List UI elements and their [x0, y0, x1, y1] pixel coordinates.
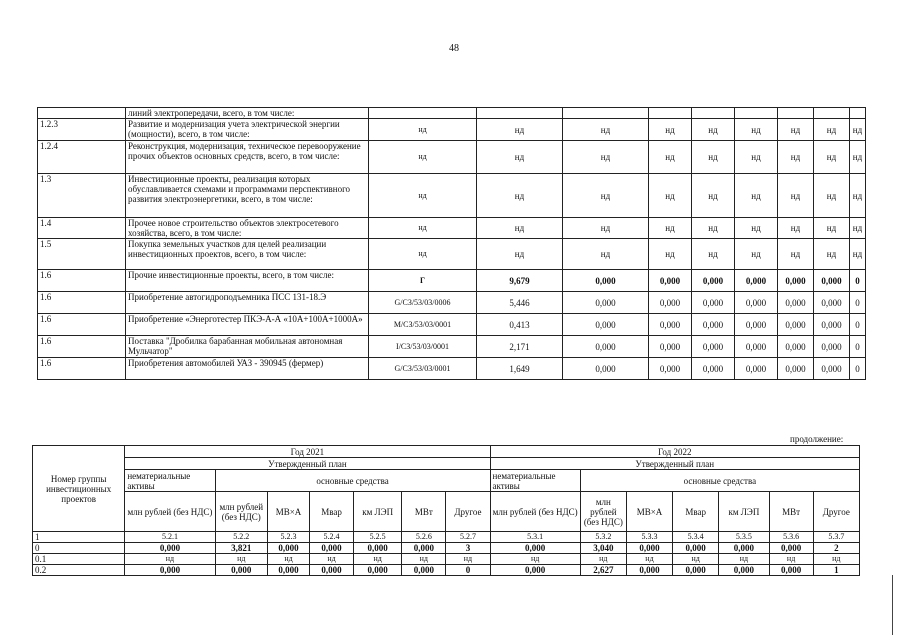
group-value: нд: [125, 554, 215, 565]
row-code: 1.6: [38, 336, 126, 358]
row-value: 0: [850, 358, 866, 380]
unit-header-2022: Другое: [813, 492, 859, 532]
group-value: 0,000: [490, 565, 580, 576]
group-value: 0,000: [125, 565, 215, 576]
group-value: 0,000: [354, 543, 402, 554]
group-value: 2,627: [580, 565, 626, 576]
row-name: Реконструкция, модернизация, техническое перевооружение прочих объектов основных средств, всего, в том числе:: [126, 141, 369, 174]
row-value: 0,000: [563, 358, 649, 380]
group-value: нд: [268, 554, 310, 565]
row-value: 0,000: [735, 270, 778, 292]
group-value: 3,040: [580, 543, 626, 554]
row-value: 0: [850, 336, 866, 358]
group-value: 0,000: [673, 543, 719, 554]
group-value: нд: [215, 554, 267, 565]
column-code: 5.2.6: [402, 532, 446, 543]
row-value: нд: [692, 239, 735, 270]
row-value: нд: [814, 218, 850, 239]
row-value: нд: [778, 119, 814, 141]
group-value: 0,000: [626, 565, 672, 576]
row-value: 0,000: [649, 358, 692, 380]
group-number: 0: [33, 543, 125, 554]
column-code: 5.3.7: [813, 532, 859, 543]
row-value: [735, 108, 778, 119]
row-value: 0,000: [563, 336, 649, 358]
row-value: нд: [563, 218, 649, 239]
intangible-2021: нематериальные активы: [125, 470, 215, 492]
row-value: 0,000: [778, 270, 814, 292]
row-value: нд: [563, 239, 649, 270]
row-value: нд: [477, 119, 563, 141]
row-value: 0,000: [692, 292, 735, 314]
group-value: нд: [719, 554, 769, 565]
column-code: 5.3.1: [490, 532, 580, 543]
row-value: нд: [692, 218, 735, 239]
unit-header-2022: млн рублей (без НДС): [490, 492, 580, 532]
row-value: нд: [563, 141, 649, 174]
row-value: 0,000: [563, 270, 649, 292]
column-code: 5.3.5: [719, 532, 769, 543]
row-value: нд: [563, 174, 649, 218]
row-id: Г: [369, 270, 477, 292]
row-name: Прочее новое строительство объектов электросетевого хозяйства, всего, в том числе:: [126, 218, 369, 239]
row-value: нд: [814, 141, 850, 174]
table-row: [33, 565, 860, 576]
column-code: 5.2.3: [268, 532, 310, 543]
row-value: нд: [735, 141, 778, 174]
row-value: нд: [649, 119, 692, 141]
row-value: 0,000: [563, 292, 649, 314]
row-value: [778, 108, 814, 119]
margin-line: [892, 575, 893, 635]
group-value: нд: [354, 554, 402, 565]
group-value: 0,000: [309, 543, 353, 554]
row-name: Приобретение автогидроподъемника ПСС 131-18.Э: [126, 292, 369, 314]
row-value: 0,000: [649, 270, 692, 292]
column-code: 5.3.2: [580, 532, 626, 543]
approved-plan-2022: Утвержденный план: [490, 458, 859, 470]
row-code: 1.2.3: [38, 119, 126, 141]
row-value: [477, 108, 563, 119]
row-value: 0,000: [692, 270, 735, 292]
row-value: нд: [692, 119, 735, 141]
group-value: 0,000: [268, 543, 310, 554]
column-code: 5.2.1: [125, 532, 215, 543]
row-value: 0,000: [735, 358, 778, 380]
group-value: 0,000: [719, 543, 769, 554]
table-row: [33, 554, 860, 565]
column-code: 5.2.4: [309, 532, 353, 543]
unit-header-2022: км ЛЭП: [719, 492, 769, 532]
row-value: нд: [692, 141, 735, 174]
group-value: 0,000: [719, 565, 769, 576]
row-value: 0,000: [778, 314, 814, 336]
row-value: 0,000: [778, 292, 814, 314]
row-value: 0,000: [649, 314, 692, 336]
row-value: нд: [649, 141, 692, 174]
approved-plan-2021: Утвержденный план: [125, 458, 490, 470]
table-row: [38, 119, 866, 141]
row-id: [369, 108, 477, 119]
row-id: нд: [369, 119, 477, 141]
row-value: 5,446: [477, 292, 563, 314]
row-code: 1.4: [38, 218, 126, 239]
row-value: 2,171: [477, 336, 563, 358]
group-value: нд: [769, 554, 813, 565]
group-value: нд: [490, 554, 580, 565]
row-value: нд: [477, 218, 563, 239]
group-value: 0,000: [769, 565, 813, 576]
unit-header-2021: млн рублей (без НДС): [125, 492, 215, 532]
group-number-header: Номер группы инвестиционных проектов: [33, 446, 125, 532]
row-id: нд: [369, 174, 477, 218]
continuation-label: продолжение:: [790, 434, 844, 444]
row-value: 0,000: [814, 292, 850, 314]
row-value: [814, 108, 850, 119]
group-value: 0,000: [402, 565, 446, 576]
intangible-2022: нематериальные активы: [490, 470, 580, 492]
row-value: [692, 108, 735, 119]
row-value: 0,000: [563, 314, 649, 336]
row-value: 0,000: [735, 292, 778, 314]
row-value: 0,000: [814, 358, 850, 380]
row-id: нд: [369, 141, 477, 174]
group-value: 0,000: [769, 543, 813, 554]
row-id: I/СЗ/53/03/0001: [369, 336, 477, 358]
fixed-assets-2021: основные средства: [215, 470, 490, 492]
fixed-assets-2022: основные средства: [580, 470, 859, 492]
row-name: Поставка "Дробилка барабанная мобильная автономная Мульчатор": [126, 336, 369, 358]
group-value: нд: [813, 554, 859, 565]
table-row: [38, 336, 866, 358]
row-code: 1.2.4: [38, 141, 126, 174]
unit-header-2022: МВт: [769, 492, 813, 532]
group-value: 0,000: [402, 543, 446, 554]
unit-header-2022: млн рублей (без НДС): [580, 492, 626, 532]
row-value: нд: [563, 119, 649, 141]
row-code: 1.3: [38, 174, 126, 218]
group-value: 1: [813, 565, 859, 576]
row-code: 1.6: [38, 292, 126, 314]
row-value: нд: [692, 174, 735, 218]
group-value: нд: [446, 554, 490, 565]
row-name: Развитие и модернизация учета электрической энергии (мощности), всего, в том числе:: [126, 119, 369, 141]
row-value: 0,000: [778, 358, 814, 380]
unit-header-2022: Мвар: [673, 492, 719, 532]
row-id: нд: [369, 218, 477, 239]
row-name: Прочие инвестиционные проекты, всего, в том числе:: [126, 270, 369, 292]
row-value: 0,000: [735, 336, 778, 358]
row-value: 0,000: [692, 314, 735, 336]
row-value: 0,413: [477, 314, 563, 336]
group-value: 0,000: [490, 543, 580, 554]
row-value: 0: [850, 314, 866, 336]
row-value: 0,000: [649, 336, 692, 358]
unit-header-2022: МВ×А: [626, 492, 672, 532]
row-value: нд: [850, 119, 866, 141]
row-value: 9,679: [477, 270, 563, 292]
group-value: 0: [446, 565, 490, 576]
row-name: Приобретения автомобилей УАЗ - 390945 (фермер): [126, 358, 369, 380]
unit-header-2021: Мвар: [309, 492, 353, 532]
group-value: 0,000: [268, 565, 310, 576]
row-value: [649, 108, 692, 119]
group-value: нд: [673, 554, 719, 565]
group-value: 2: [813, 543, 859, 554]
row-value: 0,000: [814, 270, 850, 292]
row-value: нд: [649, 239, 692, 270]
row-value: нд: [814, 119, 850, 141]
row-value: нд: [850, 239, 866, 270]
row-value: 0,000: [692, 358, 735, 380]
year-2022-header: Год 2022: [490, 446, 859, 458]
column-code: 5.2.7: [446, 532, 490, 543]
row-value: нд: [735, 218, 778, 239]
row-id: G/СЗ/53/03/0001: [369, 358, 477, 380]
row-value: 0,000: [692, 336, 735, 358]
unit-header-2021: км ЛЭП: [354, 492, 402, 532]
row-value: нд: [850, 174, 866, 218]
row-value: нд: [850, 218, 866, 239]
row-value: 0,000: [778, 336, 814, 358]
unit-header-2021: МВ×А: [268, 492, 310, 532]
row-code: 1.5: [38, 239, 126, 270]
unit-header-2021: млн рублей (без НДС): [215, 492, 267, 532]
row-value: 1,649: [477, 358, 563, 380]
row-code: 1.6: [38, 358, 126, 380]
row-value: нд: [735, 239, 778, 270]
table-row: [38, 358, 866, 380]
year-2021-header: Год 2021: [125, 446, 490, 458]
group-value: 0,000: [309, 565, 353, 576]
group-value: 0,000: [626, 543, 672, 554]
table-row: [33, 543, 860, 554]
group-number: 0.1: [33, 554, 125, 565]
row-value: 0: [850, 292, 866, 314]
table-row: [38, 239, 866, 270]
row-code: [38, 108, 126, 119]
row-value: нд: [649, 218, 692, 239]
row-value: нд: [477, 141, 563, 174]
row-id: G/СЗ/53/03/0006: [369, 292, 477, 314]
group-value: 0,000: [125, 543, 215, 554]
group-value: 0,000: [215, 565, 267, 576]
group-number: 0.2: [33, 565, 125, 576]
table-row: [38, 218, 866, 239]
investment-projects-table: [37, 107, 866, 380]
row-value: 0,000: [735, 314, 778, 336]
row-value: нд: [814, 239, 850, 270]
row-value: 0,000: [649, 292, 692, 314]
group-value: 3,821: [215, 543, 267, 554]
row-value: нд: [778, 239, 814, 270]
group-value: нд: [309, 554, 353, 565]
row-id: нд: [369, 239, 477, 270]
row-value: нд: [778, 174, 814, 218]
row-value: нд: [649, 174, 692, 218]
unit-header-2021: МВт: [402, 492, 446, 532]
group-value: нд: [402, 554, 446, 565]
row-value: 0,000: [814, 314, 850, 336]
table-row: [38, 292, 866, 314]
row-value: [850, 108, 866, 119]
group-plan-table: [32, 445, 860, 576]
row-value: нд: [477, 239, 563, 270]
row-name: линий электропередачи, всего, в том числе:: [126, 108, 369, 119]
table-row: [38, 314, 866, 336]
row-value: нд: [477, 174, 563, 218]
group-value: 3: [446, 543, 490, 554]
row-value: нд: [814, 174, 850, 218]
group-value: 0,000: [673, 565, 719, 576]
page-number: 48: [449, 43, 459, 54]
row-value: 0: [850, 270, 866, 292]
group-value: нд: [580, 554, 626, 565]
row-value: нд: [778, 141, 814, 174]
row-value: нд: [735, 174, 778, 218]
row-code: 1.6: [38, 314, 126, 336]
row-value: [563, 108, 649, 119]
row-value: нд: [735, 119, 778, 141]
row-code: 1.6: [38, 270, 126, 292]
row-name: Приобретение «Энерготестер ПКЭ-А-А «10А+100А+1000А»: [126, 314, 369, 336]
row-value: нд: [778, 218, 814, 239]
column-code: 5.3.6: [769, 532, 813, 543]
table-row: [38, 270, 866, 292]
column-code: 5.3.3: [626, 532, 672, 543]
column-code: 5.3.4: [673, 532, 719, 543]
group-value: 0,000: [354, 565, 402, 576]
row-name: Покупка земельных участков для целей реализации инвестиционных проектов, всего, в том числе:: [126, 239, 369, 270]
group-value: нд: [626, 554, 672, 565]
row-name: Инвестиционные проекты, реализация которых обуславливается схемами и программами перспективного развития электроэнергетики, всего, в том числе:: [126, 174, 369, 218]
row-value: 0,000: [814, 336, 850, 358]
row-value: нд: [850, 141, 866, 174]
table-row: [38, 108, 866, 119]
column-code: 5.2.2: [215, 532, 267, 543]
group-col-code: 1: [33, 532, 125, 543]
unit-header-2021: Другое: [446, 492, 490, 532]
table-row: [38, 141, 866, 174]
column-code: 5.2.5: [354, 532, 402, 543]
table-row: [38, 174, 866, 218]
row-id: М/СЗ/53/03/0001: [369, 314, 477, 336]
